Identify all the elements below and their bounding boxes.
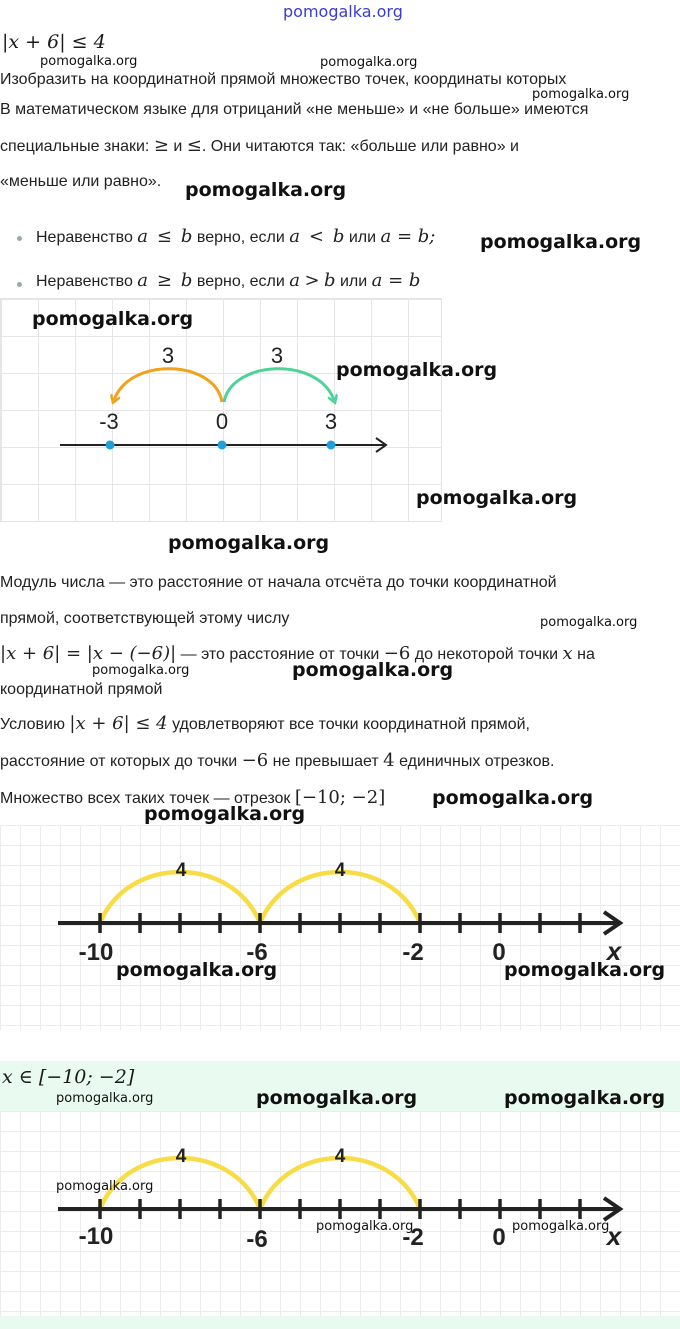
paragraph-line: |x + 6| = |x − (−6)| — это расстояние от точки −6 до некоторой точки x на xyxy=(0,643,595,664)
tick-label: 3 xyxy=(324,409,338,434)
watermark: pomogalka.org xyxy=(504,1087,666,1109)
paragraph-line: Модуль числа — это расстояние от начала отсчёта до точки координатной xyxy=(0,574,557,591)
arc-label: 4 xyxy=(175,860,187,881)
paragraph-line: прямой, соответствующей этому числу xyxy=(0,610,290,627)
watermark: pomogalka.org xyxy=(32,308,194,330)
watermark: pomogalka.org xyxy=(320,55,418,70)
watermark: pomogalka.org xyxy=(540,615,638,630)
task-text: Изобразить на координатной прямой множество точек, координаты которых xyxy=(0,71,567,88)
number-line-3 xyxy=(0,1111,680,1316)
bullet-dot xyxy=(17,282,22,287)
right-arc xyxy=(224,369,334,402)
axis-label: x xyxy=(606,936,622,966)
paragraph-line: В математическом языке для отрицаний «не меньше» и «не больше» имеются xyxy=(0,101,589,118)
tick-label: -2 xyxy=(402,939,424,966)
bullet-item: Неравенство a ≥ b верно, если a > b или a = b xyxy=(36,270,421,291)
arc-label: 3 xyxy=(270,343,284,368)
watermark: pomogalka.org xyxy=(512,1219,610,1234)
watermark: pomogalka.org xyxy=(168,532,330,554)
watermark: pomogalka.org xyxy=(256,1087,418,1109)
watermark: pomogalka.org xyxy=(504,959,666,981)
arc-label: 4 xyxy=(334,860,346,881)
arc-label: 4 xyxy=(334,1146,346,1167)
point-0 xyxy=(218,441,227,450)
tick-label: -10 xyxy=(78,939,114,966)
axis-label: x xyxy=(606,1221,622,1251)
watermark: pomogalka.org xyxy=(532,87,630,102)
watermark: pomogalka.org xyxy=(92,663,190,678)
left-arc xyxy=(114,369,222,402)
point-minus-3 xyxy=(106,441,115,450)
tick-label: -2 xyxy=(402,1224,424,1251)
paragraph-line: Условию |x + 6| ≤ 4 удовлетворяют все точки координатной прямой, xyxy=(0,713,530,734)
tick-label: 0 xyxy=(215,409,229,434)
watermark: pomogalka.org xyxy=(316,1219,414,1234)
paragraph-line: «меньше или равно». xyxy=(0,173,162,190)
bullet-dot xyxy=(17,236,22,241)
tick-label: -6 xyxy=(246,939,268,966)
watermark: pomogalka.org xyxy=(416,487,578,509)
watermark: pomogalka.org xyxy=(336,359,498,381)
tick-label: 0 xyxy=(492,1224,506,1251)
watermark: pomogalka.org xyxy=(56,1179,154,1194)
answer-expression: x ∈ [−10; −2] xyxy=(2,1066,135,1088)
tick-label: 0 xyxy=(492,939,506,966)
watermark: pomogalka.org xyxy=(283,2,403,21)
tick-label: -10 xyxy=(78,1223,114,1250)
watermark: pomogalka.org xyxy=(56,1091,154,1106)
watermark: pomogalka.org xyxy=(185,179,347,201)
paragraph-line: Множество всех таких точек — отрезок [−10; −2] xyxy=(0,787,386,808)
watermark: pomogalka.org xyxy=(40,54,138,69)
watermark: pomogalka.org xyxy=(144,803,306,825)
tick-label: -6 xyxy=(246,1226,268,1253)
task-expression: |x + 6| ≤ 4 xyxy=(2,31,106,53)
watermark: pomogalka.org xyxy=(116,959,278,981)
tick-label: -3 xyxy=(99,409,119,434)
number-line-2 xyxy=(0,825,680,1030)
paragraph-line: расстояние от которых до точки −6 не превышает 4 единичных отрезков. xyxy=(0,750,555,771)
watermark: pomogalka.org xyxy=(292,659,454,681)
arc-label: 3 xyxy=(161,343,175,368)
arc-label: 4 xyxy=(175,1146,187,1167)
point-3 xyxy=(327,441,336,450)
paragraph-line: координатной прямой xyxy=(0,681,163,698)
watermark: pomogalka.org xyxy=(480,231,642,253)
watermark: pomogalka.org xyxy=(432,787,594,809)
bullet-item: Неравенство a ≤ b верно, если a < b или a = b; xyxy=(36,226,436,247)
number-line-1 xyxy=(0,298,440,520)
paragraph-line: специальные знаки: ≥ и ≤. Они читаются так: «больше или равно» и xyxy=(0,135,519,156)
